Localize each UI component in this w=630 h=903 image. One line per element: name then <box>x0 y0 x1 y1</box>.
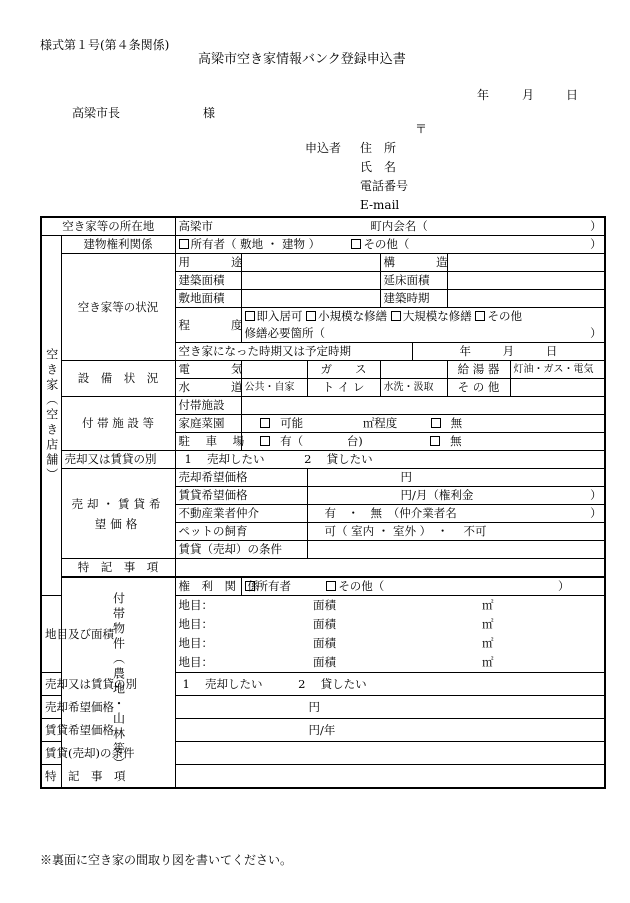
location-field[interactable] <box>175 217 605 236</box>
owner2-checkbox[interactable] <box>245 581 255 591</box>
section-akiya-label: 空き家（空き店舗） <box>41 236 61 596</box>
floor-area-label: 延床面積 <box>380 272 447 290</box>
broker-close: ） <box>590 506 602 520</box>
email-label: E-mail <box>360 198 400 212</box>
rights-label: 建物権利関係 <box>61 236 175 254</box>
vacancy-year: 年 <box>459 344 471 358</box>
repair-label: 修繕必要箇所（ <box>244 326 325 340</box>
rent2-option: 2 貸したい <box>298 676 367 691</box>
garden-none: 無 <box>450 416 463 430</box>
electric-label: 電 気 <box>175 361 241 379</box>
pet-field[interactable] <box>307 523 605 541</box>
applicant-label: 申込者 <box>305 141 342 155</box>
degree-checkbox[interactable] <box>391 311 401 321</box>
degree-checkbox[interactable] <box>245 311 255 321</box>
sale2-option: 1 売却したい <box>182 676 263 691</box>
sale-rent2-label: 売却又は賃貸の別 <box>41 673 61 696</box>
use-label: 用 途 <box>175 254 241 272</box>
rent-option: 2 貸したい <box>304 452 373 466</box>
land-sqm: ㎡ <box>482 598 494 612</box>
facilities-label: 設 備 状 況 <box>61 361 175 397</box>
postal-mark: 〒 <box>415 122 428 136</box>
land-type: 地目： <box>178 635 213 650</box>
sale-rent-label: 売却又は賃貸の別 <box>61 451 175 469</box>
address-label: 住 所 <box>360 141 397 155</box>
sale-price2-label: 売却希望価格 <box>41 696 61 719</box>
garden-field <box>241 415 605 433</box>
sale-price-field[interactable] <box>307 469 605 487</box>
rent-close: ） <box>590 488 602 502</box>
parking-none-checkbox[interactable] <box>430 436 440 446</box>
other2-option: その他（ <box>338 579 385 593</box>
remarks-label: 特 記 事 項 <box>61 559 175 578</box>
garden-none-checkbox[interactable] <box>431 418 441 428</box>
section-attached-label: 付帯物件（農地・山林等） <box>61 577 175 788</box>
degree-label: 程 度 <box>175 308 241 343</box>
owner2-option: 所有者 <box>256 579 291 593</box>
toilet-value: 水洗・汲取 <box>380 379 447 397</box>
parking-units: 台) <box>346 434 363 448</box>
other-option: その他（ <box>363 237 410 251</box>
built-date-label: 建築時期 <box>380 290 447 308</box>
attached-facility-field[interactable] <box>241 397 605 415</box>
land-row[interactable] <box>175 653 605 673</box>
sale-price2-field[interactable] <box>175 696 605 719</box>
conditions2-field[interactable] <box>175 742 605 765</box>
site-area-field[interactable] <box>241 290 380 308</box>
sale-rent2-field[interactable] <box>175 673 605 696</box>
remarks2-label: 特 記 事 項 <box>41 765 61 788</box>
status-label: 空き家等の状況 <box>61 254 175 361</box>
toilet-label: ト イ レ <box>307 379 380 397</box>
sale-price-yen: 円 <box>400 470 412 484</box>
attached-facility-label: 付帯施設 <box>175 397 241 415</box>
use-field[interactable] <box>241 254 380 272</box>
water-value: 公共・自家 <box>241 379 307 397</box>
parking-have: 有（ <box>280 434 304 448</box>
other-facility-label: そ の 他 <box>447 379 510 397</box>
built-date-field[interactable] <box>447 290 605 308</box>
other2-checkbox[interactable] <box>326 581 336 591</box>
date-year: 年 <box>477 88 490 102</box>
vacancy-day: 日 <box>545 344 558 358</box>
town-close: ） <box>590 219 602 233</box>
repair-field[interactable] <box>241 325 605 343</box>
structure-field[interactable] <box>447 254 605 272</box>
land-type: 地目： <box>178 598 213 612</box>
location-value: 高梁市 <box>178 219 213 233</box>
location-row <box>41 217 605 236</box>
water-heater-value: 灯油・ガス・電気 <box>510 361 605 379</box>
form-title: 高梁市空き家情報バンク登録申込書 <box>198 52 406 67</box>
repair-close: ） <box>590 326 602 340</box>
land-area: 面積 <box>313 617 336 631</box>
parking-label: 駐 車 場 <box>175 433 241 451</box>
garden-possible: 可能 <box>280 416 304 430</box>
location-label: 空き家等の所在地 <box>41 217 175 236</box>
pet-value: 可（ 室内 ・ 室外 ） ・ 不可 <box>324 524 487 538</box>
phone-label: 電話番号 <box>360 179 409 193</box>
garden-possible-checkbox[interactable] <box>260 418 270 428</box>
water-heater-label: 給 湯 器 <box>447 361 510 379</box>
rent-price-label: 賃貸希望価格 <box>175 487 307 505</box>
degree-checkbox[interactable] <box>475 311 485 321</box>
broker-label: 不動産業者仲介 <box>175 505 307 523</box>
owner-option: 所有者（ 敷地 ・ 建物 ） <box>190 237 321 251</box>
rent-price-field[interactable] <box>307 487 605 505</box>
remarks-field[interactable] <box>175 559 605 578</box>
attached-label: 付 帯 施 設 等 <box>61 397 175 451</box>
land-row[interactable] <box>175 634 605 653</box>
parking-have-checkbox[interactable] <box>260 436 270 446</box>
building-area-field[interactable] <box>241 272 380 290</box>
rent-price2-field[interactable] <box>175 719 605 742</box>
electric-field[interactable] <box>241 361 307 379</box>
other-facility-field[interactable] <box>510 379 605 397</box>
pet-label: ペットの飼育 <box>175 523 307 541</box>
rights2-label: 権 利 関 係 <box>175 577 241 596</box>
addressee: 高梁市長 <box>72 106 121 120</box>
other-close: ） <box>590 237 602 251</box>
building-area-label: 建築面積 <box>175 272 241 290</box>
conditions-label: 賃貸（売却）の条件 <box>175 541 307 559</box>
land-row[interactable] <box>175 615 605 634</box>
land-area: 面積 <box>313 598 336 612</box>
vacancy-month: 月 <box>502 344 515 358</box>
land-area: 面積 <box>313 635 336 650</box>
rights2-field <box>241 577 605 596</box>
structure-label: 構 造 <box>380 254 447 272</box>
price-label: 売却・賃貸希望価格 <box>61 469 175 559</box>
conditions2-label: 賃貸(売却)の条件 <box>41 742 61 765</box>
floor-area-field[interactable] <box>447 272 605 290</box>
parking-field <box>241 433 605 451</box>
town-label: 町内会名（ <box>370 219 428 233</box>
sale-rent-field[interactable] <box>175 451 605 469</box>
land-type: 地目： <box>178 617 213 631</box>
rights-row <box>41 236 605 254</box>
date-day: 日 <box>566 88 579 102</box>
sale-option: 1 売却したい <box>184 452 265 466</box>
broker-field[interactable] <box>307 505 605 523</box>
remarks2-field[interactable] <box>175 765 605 788</box>
garden-sqm: ㎡程度 <box>362 416 398 430</box>
degree-option: 即入居可 <box>256 309 303 323</box>
land-sqm: ㎡ <box>482 654 494 669</box>
sale-price-label: 売却希望価格 <box>175 469 307 487</box>
water-label: 水 道 <box>175 379 241 397</box>
addressee-suffix: 様 <box>203 106 216 120</box>
rent-price2-label: 賃貸希望価格 <box>41 719 61 742</box>
broker-value: 有 ・ 無 （仲介業者名 <box>324 506 457 520</box>
degree-checkbox[interactable] <box>306 311 316 321</box>
form-number: 様式第１号(第４条関係) <box>40 38 170 52</box>
owner-checkbox[interactable] <box>179 239 189 249</box>
gas-field[interactable] <box>380 361 447 379</box>
gas-label: ガ ス <box>307 361 380 379</box>
rent-unit: 円/月（権利金 <box>400 488 474 502</box>
vacancy-label: 空き家になった時期又は予定時期 <box>175 343 412 361</box>
vacancy-date-field[interactable] <box>412 343 605 361</box>
land-row[interactable] <box>175 596 605 616</box>
degree-options <box>241 308 605 326</box>
rights-field <box>175 236 605 254</box>
registration-table <box>40 216 606 789</box>
conditions-field[interactable] <box>307 541 605 559</box>
footer-note: ※裏面に空き家の間取り図を書いてください。 <box>40 853 293 867</box>
land-sqm: ㎡ <box>482 617 494 631</box>
land-type: 地目： <box>178 654 213 669</box>
date-month: 月 <box>522 88 535 102</box>
land-sqm: ㎡ <box>482 635 494 650</box>
garden-label: 家庭菜園 <box>175 415 241 433</box>
parking-none: 無 <box>450 434 462 448</box>
land-area: 面積 <box>313 654 336 669</box>
site-area-label: 敷地面積 <box>175 290 241 308</box>
degree-option: 大規模な修繕 <box>402 309 472 323</box>
other-checkbox[interactable] <box>351 239 361 249</box>
other2-close: ） <box>557 579 570 593</box>
sale-price2-yen: 円 <box>308 699 320 714</box>
rent-price2-unit: 円/年 <box>308 722 336 737</box>
degree-option: 小規模な修繕 <box>318 309 388 323</box>
land-label: 地目及び面積 <box>41 596 61 673</box>
degree-option: その他 <box>487 309 522 323</box>
name-label: 氏 名 <box>360 160 397 174</box>
